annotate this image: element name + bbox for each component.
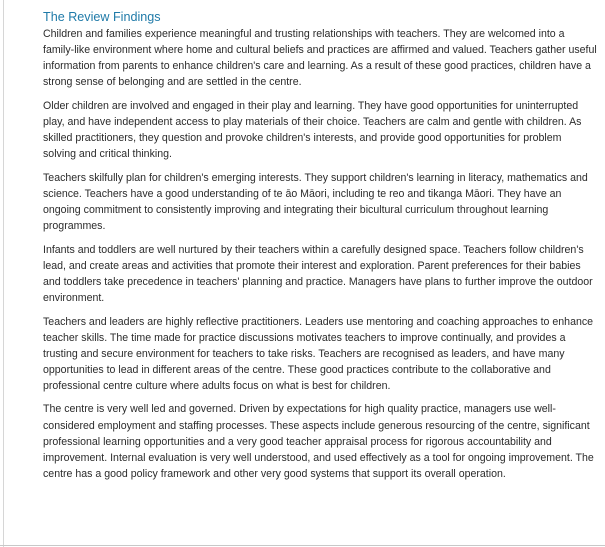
paragraph-leaders: Teachers and leaders are highly reflective practitioners. Leaders use mentoring and coaching approaches to enhance teacher skills. The time made for practice discussions motivates teachers to improve continually, and provides a trusting and secure environment for teachers to take risks. Teachers are recognised as leaders, and have many opportunities to lead in different areas of the centre. These good practices contribute to the collaborative and professional centre culture where adults focus on what is best for children. [43,315,594,392]
paragraph-relationships: Children and families experience meaningful and trusting relationships with teachers. They are welcomed into a family-like environment where home and cultural beliefs and practices are affirmed and valued. Teachers gather useful information from parents to enhance children's care and learning. As a result of these good practices, children have a strong sense of belonging and are settled in the centre. [43,28,597,89]
paragraph-planning: Teachers skilfully plan for children's emerging interests. They support children's learning in literacy, mathematics and science. Teachers have a good understanding of te āo Māori, including te reo and tikanga Māori. They have an ongoing commitment to consistently improving and integrating their bicultural curriculum throughout learning programmes. [43,171,588,233]
section-heading: The Review Findings [43,10,161,24]
paragraph-infants-toddlers: Infants and toddlers are well nurtured by their teachers within a carefully designed space. Teachers follow children's lead, and create areas and activities that promote their interest and exploration. Parent preferences for their babies and toddlers take precedence in teachers' planning and practice. Managers have plans to further improve the outdoor environment. [43,243,593,304]
bottom-divider [0,545,605,546]
paragraph-governance: The centre is very well led and governed. Driven by expectations for high quality practice, managers use well-considered employment and staffing processes. These aspects include generous resourcing of the centre, significant professional learning opportunities and a very good teacher appraisal process for rigorous accountability and improvement. Internal evaluation is very well understood, and used effectively as a tool for ongoing improvement. The centre has a good policy framework and other very good systems that support its overall operation. [43,403,594,480]
paragraph-older-children: Older children are involved and engaged in their play and learning. They have good opportunities for uninterrupted play, and have independent access to play materials of their choice. Teachers are calm and gentle with children. As skilled practitioners, they question and provoke children's interests, and provide good opportunities for problem solving and critical thinking. [43,99,582,161]
